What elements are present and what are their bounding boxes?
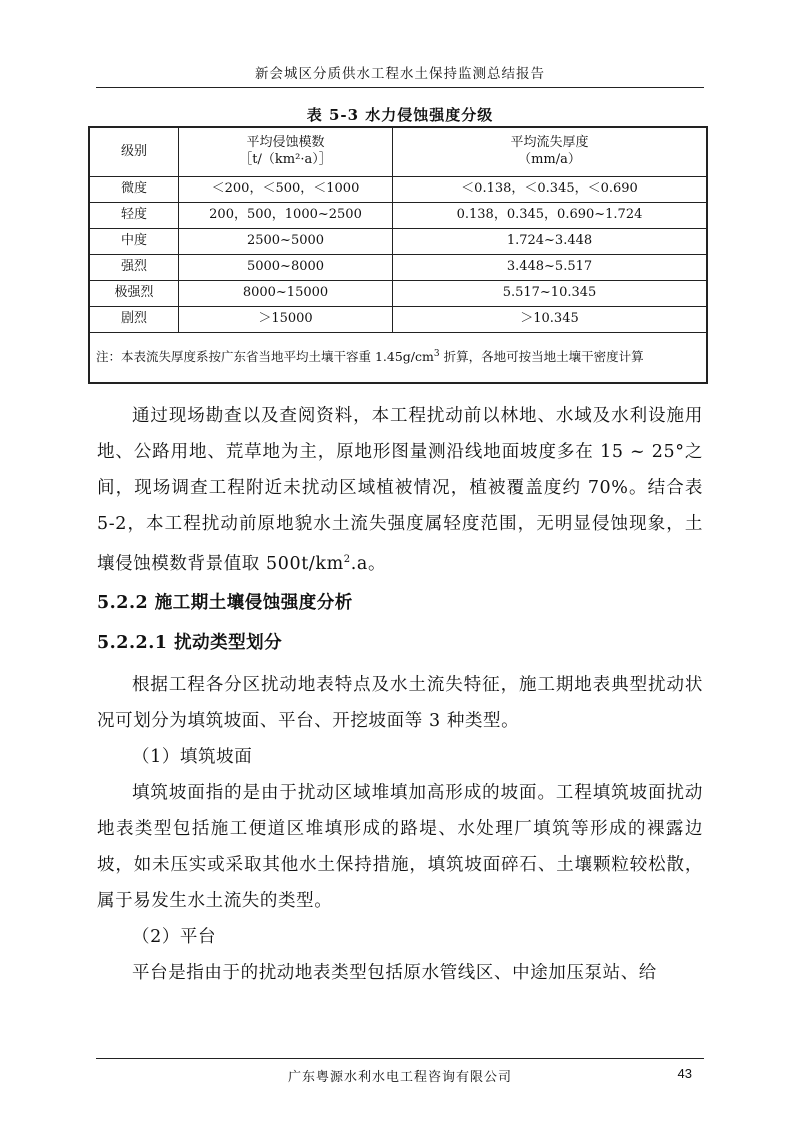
cell-level: 轻度 [89, 203, 179, 229]
cell-thickness: ＞10.345 [393, 307, 708, 333]
paragraph-disturbance-types: 根据工程各分区扰动地表特点及水土流失特征，施工期地表典型扰动状况可划分为填筑坡面、平台、开挖坡面等 3 种类型。 [97, 674, 703, 731]
cell-thickness: 3.448~5.517 [393, 255, 708, 281]
cell-thickness: ＜0.138，＜0.345，＜0.690 [393, 177, 708, 203]
table-caption: 表 5-3 水力侵蚀强度分级 [306, 106, 494, 124]
col-level-header: 级别 [89, 127, 179, 177]
cell-level: 中度 [89, 229, 179, 255]
table-row [89, 177, 707, 203]
note-superscript: 3 [433, 349, 440, 360]
paragraph-text-end: .a。 [350, 553, 387, 574]
table-row [89, 307, 707, 333]
cell-thickness: 0.138，0.345，0.690~1.724 [393, 203, 708, 229]
col-thickness-header-line1: 平均流失厚度 [510, 135, 589, 151]
cell-level: 剧烈 [89, 307, 179, 333]
table-note-row [89, 333, 707, 384]
cell-modulus: 8000~15000 [179, 281, 393, 307]
cell-modulus: 200，500，1000~2500 [179, 203, 393, 229]
table-row [89, 229, 707, 255]
table-note [89, 333, 707, 384]
cell-modulus: ＞15000 [179, 307, 393, 333]
section-heading-5-2-2: 5.2.2 施工期土壤侵蚀强度分析 [97, 592, 353, 613]
col-modulus-header [179, 127, 393, 177]
col-thickness-header-line2: （mm/a） [518, 152, 581, 167]
note-text-prefix: 注：本表流失厚度系按广东省当地平均土壤干容重 1.45g/cm [96, 349, 434, 365]
col-modulus-header-line2: ［t/（km²·a）］ [239, 152, 332, 167]
unit-superscript: 2 [343, 554, 351, 565]
table-row [89, 281, 707, 307]
col-modulus-header-line1: 平均侵蚀模数 [246, 135, 325, 151]
erosion-intensity-table [88, 126, 708, 384]
body-content [97, 398, 703, 991]
item-fill-slope-heading: （1）填筑坡面 [132, 746, 253, 767]
paragraph-platform: 平台是指由于的扰动地表类型包括原水管线区、中途加压泵站、给 [132, 962, 657, 983]
page-header [96, 62, 704, 88]
page-footer [96, 1058, 704, 1085]
section-heading-5-2-2-1: 5.2.2.1 扰动类型划分 [97, 632, 283, 653]
company-name: 广东粤源水利水电工程咨询有限公司 [287, 1070, 512, 1085]
paragraph-text: 通过现场勘查以及查阅资料，本工程扰动前以林地、水域及水利设施用地、公路用地、荒草地为主，原地形图量测沿线地面坡度多在 15 ~ 25°之间，现场调查工程附近未扰动区域植被情况，植被覆盖度约 70%。结合表 5-2，本工程扰动前原地貌水土流失强度属轻度范围，无明显侵蚀现象，土壤侵蚀模数背景值取 500t/km [97, 406, 703, 574]
table-header-row [89, 127, 707, 177]
report-title: 新会城区分质供水工程水土保持监测总结报告 [255, 66, 545, 82]
cell-thickness: 5.517~10.345 [393, 281, 708, 307]
table-row [89, 255, 707, 281]
table-row [89, 203, 707, 229]
page-number: 43 [677, 1066, 692, 1081]
cell-level: 微度 [89, 177, 179, 203]
cell-level: 极强烈 [89, 281, 179, 307]
item-platform-heading: （2）平台 [132, 926, 217, 947]
cell-level: 强烈 [89, 255, 179, 281]
col-thickness-header [393, 127, 708, 177]
cell-thickness: 1.724~3.448 [393, 229, 708, 255]
cell-modulus: 5000~8000 [179, 255, 393, 281]
cell-modulus: ＜200，＜500，＜1000 [179, 177, 393, 203]
cell-modulus: 2500~5000 [179, 229, 393, 255]
paragraph-pre-disturbance [97, 398, 703, 582]
note-text-suffix: 折算，各地可按当地土壤干密度计算 [439, 349, 644, 365]
paragraph-fill-slope: 填筑坡面指的是由于扰动区域堆填加高形成的坡面。工程填筑坡面扰动地表类型包括施工便道区堆填形成的路堤、水处理厂填筑等形成的裸露边坡，如未压实或采取其他水土保持措施，填筑坡面碎石、土壤颗粒较松散，属于易发生水土流失的类型。 [97, 782, 703, 911]
